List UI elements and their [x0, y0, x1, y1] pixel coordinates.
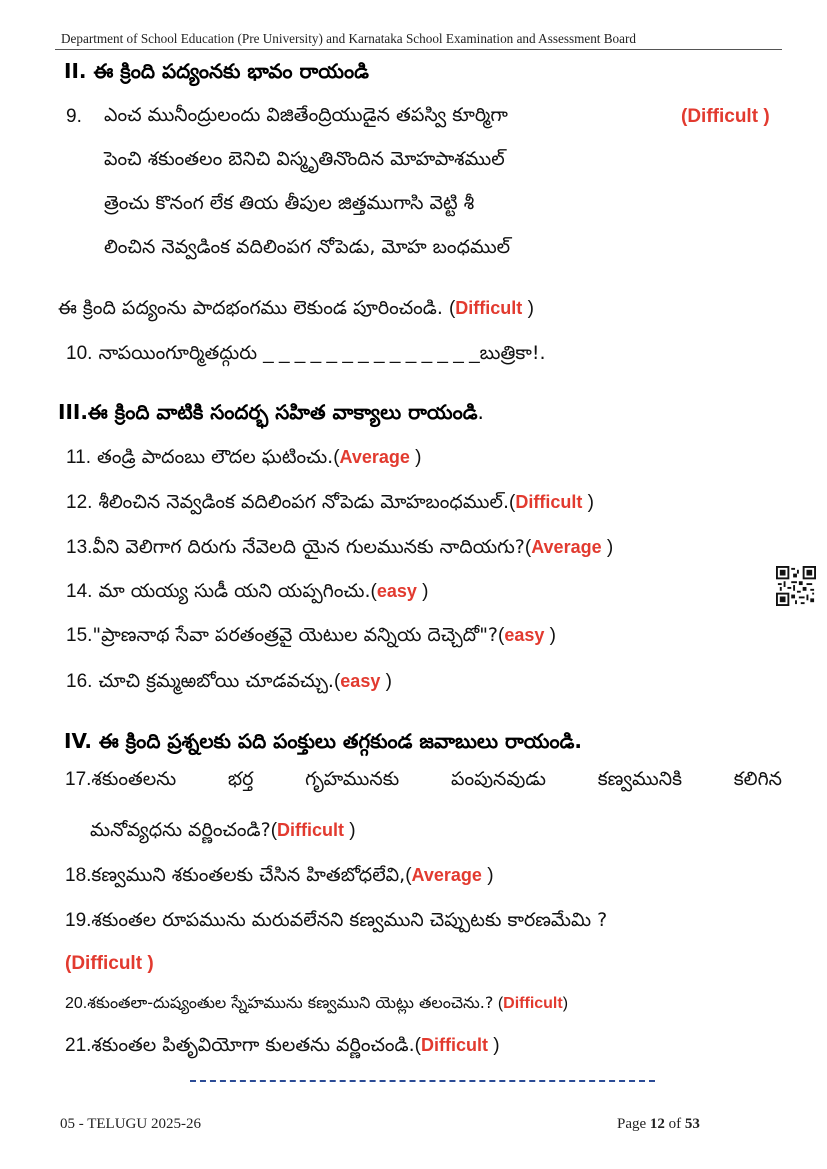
q18-number: 18. [65, 865, 92, 886]
q11-number: 11. [66, 447, 92, 468]
q15-difficulty: easy [504, 625, 545, 645]
q21: 21.శకుంతల పితృవియోగా కులతను వర్ణించండి.(Difficult ) [65, 1034, 500, 1056]
q17-number: 17. [65, 769, 92, 790]
footer-page-label: Page [617, 1116, 647, 1132]
q20-number: 20. [65, 995, 88, 1012]
section-3-heading-suffix: . [477, 400, 484, 424]
q16-difficulty: easy [340, 671, 381, 691]
q14-difficulty: easy [376, 581, 417, 601]
page-header: Department of School Education (Pre University) and Karnataka School Examination and Assessment Board [61, 31, 636, 46]
footer-page-total: 53 [684, 1116, 700, 1132]
q18-difficulty: Average [411, 865, 482, 885]
q16-text: చూచి క్రమ్మఱబోయి చూడవచ్చు. [92, 670, 334, 692]
q14-text: మా యయ్య సుడీ యని యప్పగించు. [92, 580, 371, 602]
q14-number: 14. [66, 581, 93, 602]
q13-number: 13. [66, 537, 93, 558]
q12-text: శీలించిన నెవ్వడింక వదిలింపగ నోపెడు మోహబంధముల్. [92, 491, 510, 513]
q11-text: తండ్రి పాదంబు లౌదల ఘటించు. [91, 446, 334, 468]
q11: 11. తండ్రి పాదంబు లౌదల ఘటించు.(Average ) [66, 446, 422, 468]
qr-code-icon [776, 566, 816, 606]
section-2-heading: II. ఈ క్రింది పద్యంనకు భావం రాయండి [64, 59, 369, 83]
header-divider [55, 49, 782, 50]
fill-instruction: ఈ క్రింది పద్యంను పాదభంగము లెకుండ పూరించండి. (Difficult ) [58, 297, 534, 319]
q17-line-1 [65, 768, 782, 795]
q13: 13.వీని వెలిగాగ దిరుగు నేవెలది యైన గులమునకు నాదియగు?(Average ) [66, 536, 614, 558]
q10-blank: _ _ _ _ _ _ _ _ _ _ _ _ _ _ [263, 343, 480, 364]
section-3-heading-text: ఈ క్రింది వాటికి సందర్భ సహిత వాక్యాలు రాయండి [87, 400, 478, 424]
q20-difficulty: Difficult [503, 995, 563, 1012]
footer-subject: 05 - TELUGU 2025-26 [60, 1116, 201, 1132]
q17-difficulty: Difficult [277, 820, 345, 840]
q9-line-2: పెంచి శకుంతలం బెనిచి విస్మృతినొందిన మోహపాశముల్ [104, 148, 505, 170]
q19 [65, 909, 782, 936]
footer-page-of: of [668, 1116, 682, 1132]
q19-difficulty: (Difficult ) [65, 953, 154, 974]
q19-text: శకుంతల రూపమును మరువలేనని కణ్వముని చెప్పుటకు కారణమేమి ? [91, 909, 608, 931]
q17-text-line-2: మనోవ్యధను వర్ణించండి? [90, 819, 271, 841]
q13-text: వీని వెలిగాగ దిరుగు నేవెలది యైన గులమునకు నాదియగు? [92, 536, 525, 558]
q9-difficulty: (Difficult ) [681, 106, 770, 127]
q15-number: 15. [66, 625, 93, 646]
fill-instruction-text: ఈ క్రింది పద్యంను పాదభంగము లెకుండ పూరించండి. [58, 297, 443, 319]
q12-number: 12. [66, 492, 93, 513]
q19-number: 19. [65, 910, 92, 931]
q9-line-1: ఎంచ మునీంద్రులందు విజితేంద్రియుడైన తపస్వి కూర్మిగా [104, 104, 508, 126]
q9-number: 9. [66, 106, 82, 127]
section-3-heading-prefix: III. [58, 400, 88, 424]
q16: 16. చూచి క్రమ్మఱబోయి చూడవచ్చు.(easy ) [66, 670, 392, 692]
q15: 15."ప్రాణనాథ సేవా పరతంత్రవై యెటుల వన్నియ దెచ్చెదో"?(easy ) [66, 624, 557, 646]
q13-difficulty: Average [531, 537, 602, 557]
dashed-separator [190, 1080, 655, 1082]
q10 [66, 342, 545, 369]
q9-line-3: త్రెంచు కొనంగ లేక తియ తీపుల జిత్తముగాసి వెట్టి శీ [104, 192, 475, 214]
q10-number: 10. [66, 343, 93, 364]
q20-text: శకుంతలా-దుష్యంతుల స్నేహమును కణ్వముని యెట్లు తలంచెను.? [87, 993, 494, 1012]
q18: 18.కణ్వముని శకుంతలకు చేసిన హితబోధలేవి,(Average ) [65, 864, 494, 886]
q11-difficulty: Average [339, 447, 410, 467]
section-3-heading [58, 400, 484, 429]
q18-text: కణ్వముని శకుంతలకు చేసిన హితబోధలేవి, [91, 864, 406, 886]
q16-number: 16. [66, 671, 93, 692]
q10-start: నాపయింగూర్మితద్గురు [98, 342, 258, 364]
q15-text: "ప్రాణనాథ సేవా పరతంత్రవై యెటుల వన్నియ దెచ్చెదో"? [92, 624, 499, 646]
q21-text: శకుంతల పితృవియోగా కులతను వర్ణించండి. [91, 1034, 415, 1056]
q17-text-line-1: శకుంతలను భర్త గృహమునకు పంపునవుడు కణ్వమునికి కలిగిన [91, 768, 782, 790]
q12: 12. శీలించిన నెవ్వడింక వదిలింపగ నోపెడు మోహబంధముల్.(Difficult ) [66, 491, 594, 513]
q9-line-4: లించిన నెవ్వడింక వదిలింపగ నోపెడు, మోహ బంధముల్ [104, 236, 511, 258]
footer-page-number [617, 1116, 700, 1133]
q14: 14. మా యయ్య సుడీ యని యప్పగించు.(easy ) [66, 580, 429, 602]
q12-difficulty: Difficult [515, 492, 583, 512]
q17-line-2: మనోవ్యధను వర్ణించండి?(Difficult ) [90, 819, 356, 841]
section-4-heading: IV. ఈ క్రింది ప్రశ్నలకు పది పంక్తులు తగ్గకుండ జవాబులు రాయండి. [64, 729, 582, 753]
q10-end: బుత్రికా!. [479, 342, 546, 364]
q20: 20.శకుంతలా-దుష్యంతుల స్నేహమును కణ్వముని యెట్లు తలంచెను.? (Difficult) [65, 993, 569, 1012]
q21-difficulty: Difficult [420, 1035, 488, 1055]
footer-page-current: 12 [649, 1116, 665, 1132]
q21-number: 21. [65, 1035, 92, 1056]
fill-instruction-difficulty: Difficult [455, 298, 523, 318]
